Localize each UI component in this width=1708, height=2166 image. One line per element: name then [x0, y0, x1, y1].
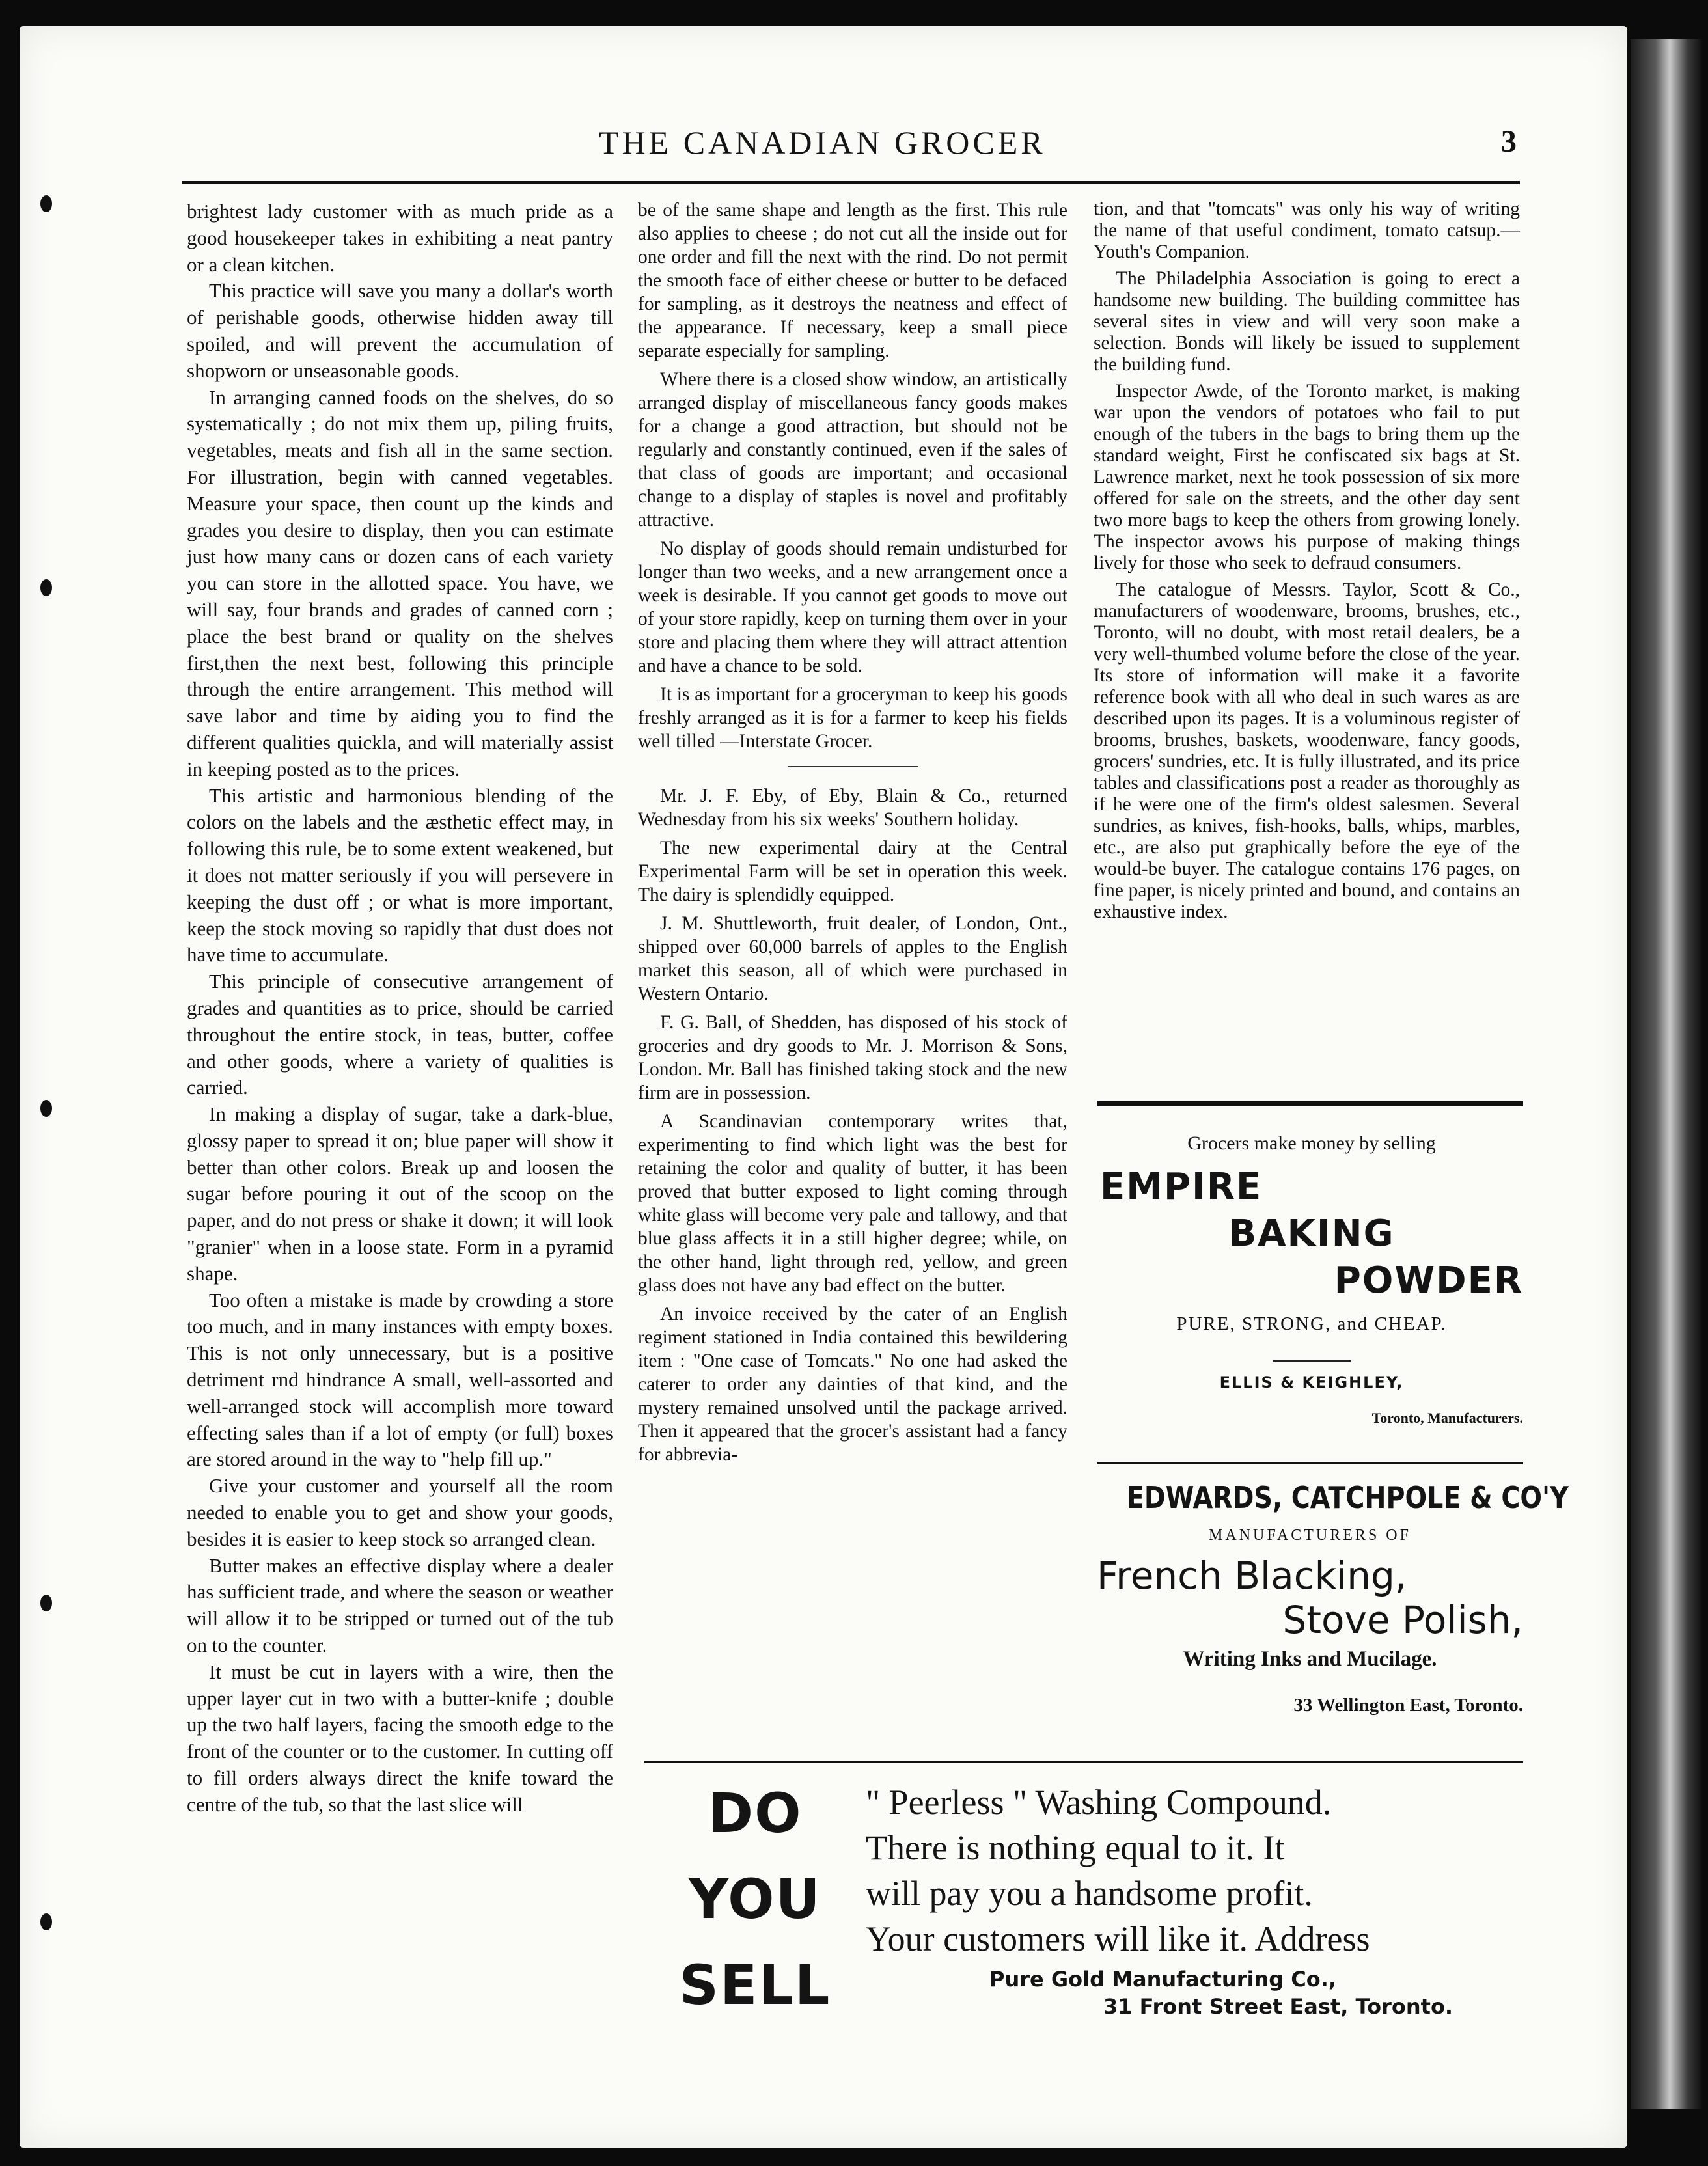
- page-number: 3: [1501, 124, 1517, 159]
- ad-word-sell: SELL: [679, 1953, 831, 2017]
- paragraph: In making a display of sugar, take a dark-blue, glossy paper to spread it on; blue paper will show it better than other colors. Break up and loosen the sugar before pouring it out of the scoop on the paper, and do not press or shake it down; it will look "granier" when in a loose state. Form in a pyramid shape.: [187, 1103, 613, 1285]
- binding-hole: [40, 1913, 52, 1930]
- ad-word-you: YOU: [689, 1867, 821, 1931]
- news-item: Mr. J. F. Eby, of Eby, Blain & Co., returned Wednesday from his six weeks' Southern holiday.: [638, 786, 1068, 830]
- ad-body: [866, 1779, 1517, 1962]
- paragraph: No display of goods should remain undisturbed for longer than two weeks, and a new arrangement once a week is desirable. If you cannot get goods to move out of your store rapidly, keep on turning them over in your store and placing them where they will attract attention and have a chance to be sold.: [638, 538, 1068, 676]
- news-item: The Philadelphia Association is going to erect a handsome new building. The building committee has several sites in view and will very soon make a selection. Bonds will likely be issued to supplement the building fund.: [1094, 268, 1520, 375]
- paragraph: Give your customer and yourself all the room needed to enable you to get and show your goods, besides it is easier to keep stock so arranged clean.: [187, 1474, 613, 1550]
- ad-manufacturers-of: MANUFACTURERS OF: [1209, 1527, 1411, 1544]
- section-divider: [788, 766, 918, 767]
- ad-maker-address: 31 Front Street East, Toronto.: [1103, 1994, 1453, 2019]
- ad-line: Your customers will like it. Address: [866, 1919, 1370, 1958]
- news-item: J. M. Shuttleworth, fruit dealer, of London, Ont., shipped over 60,000 barrels of apples to the English market this season, all of which were purchased in Western Ontario.: [638, 913, 1068, 1004]
- ad-divider-double: [1097, 1101, 1523, 1106]
- binding-hole: [40, 1100, 52, 1117]
- news-item: The catalogue of Messrs. Taylor, Scott & Co., manufacturers of woodenware, brooms, brushes, etc., Toronto, will no doubt, with most retail dealers, be a very well-thumbed volume before the close of the year. Its store of information will make it a favorite reference book with all who deal in such wares as are described upon its pages. It is a voluminous register of brooms, brushes, baskets, woodenware, fancy goods, grocers' sundries, etc. It is fully illustrated, and its price tables and classifications post a reader as thoroughly as if he were one of the firm's oldest salesmen. Several sundries, as knives, fish-hooks, balls, whips, marbles, etc., are also put graphically before the eye of the would-be buyer. The catalogue contains 176 pages, on fine paper, is nicely printed and bound, and contains an exhaustive index.: [1094, 579, 1520, 922]
- news-item: An invoice received by the cater of an English regiment stationed in India contained this bewildering item : "One case of Tomcats." No one had asked the caterer to order any dainties of that kind, and the mystery remained unsolved until the package arrived. Then it appeared that the grocer's assistant had a fancy for abbrevia-: [638, 1304, 1068, 1465]
- ad-product-stove-polish: Stove Polish,: [1282, 1598, 1523, 1642]
- ad-company-name: EDWARDS, CATCHPOLE & CO'Y: [1126, 1480, 1569, 1515]
- paragraph: This practice will save you many a dollar's worth of perishable goods, otherwise hidden away till spoiled, and will prevent the accumulation of shopworn or unseasonable goods.: [187, 279, 613, 382]
- binding-hole: [40, 195, 52, 212]
- paragraph: It must be cut in layers with a wire, then the upper layer cut in two with a butter-knife ; double up the two half layers, facing the smooth edge to the front of the counter or to the customer. In cutting off to fill orders always direct the knife toward the centre of the tub, so that the last slice will: [187, 1660, 613, 1816]
- ad-firm-city: Toronto, Manufacturers.: [1371, 1410, 1523, 1426]
- ad-peerless-washing-compound: [644, 1770, 1523, 2031]
- paragraph: In arranging canned foods on the shelves, do so systematically ; do not mix them up, piling fruits, vegetables, meats and fish all in the same section. For illustration, begin with canned vegetables. Measure your space, then count up the kinds and grades you desire to display, then you can estimate just how many cans or dozen cans of each variety you can store in the allotted space. You have, we will say, four brands and grades of canned corn ; place the best brand or quality on the shelves first,then the next best, following this principle through the entire arrangement. This method will save labor and time by aiding you to find the different qualities quickla, and will materially assist in keeping posted as to the prices.: [187, 385, 613, 780]
- ad-word-do: DO: [708, 1781, 803, 1845]
- column-2: [638, 199, 1068, 1466]
- ad-maker-name: Pure Gold Manufacturing Co.,: [989, 1967, 1337, 1992]
- column-1: [187, 199, 613, 1818]
- news-item: A Scandinavian contemporary writes that, experimenting to find which light was the best for retaining the color and quality of butter, it has been proved that butter exposed to light coming through white glass will become very pale and tallowy, and that blue glass affects it in a still higher degree; while, on the other hand, light through red, yellow, and green glass does not have any bad effect on the butter.: [638, 1111, 1068, 1296]
- ad-line: will pay you a handsome profit.: [866, 1874, 1313, 1913]
- ad-line: There is nothing equal to it. It: [866, 1828, 1285, 1867]
- ad-short-rule: [1273, 1360, 1351, 1362]
- ad-intro: Grocers make money by selling: [1187, 1132, 1436, 1154]
- ad-headline-baking: BAKING: [1228, 1213, 1395, 1255]
- paragraph: This principle of consecutive arrangement of grades and quantities as to price, should be carried throughout the entire stock, in teas, butter, coffee and other goods, where a variety of qualities is carried.: [187, 970, 613, 1099]
- ad-product-inks: Writing Inks and Mucilage.: [1183, 1647, 1437, 1671]
- ad-tagline: PURE, STRONG, and CHEAP.: [1176, 1313, 1447, 1334]
- paragraph: Too often a mistake is made by crowding a store too much, and in many instances with empty boxes. This is not only unnecessary, but is a positive detriment rnd hindrance A small, well-assorted and well-arranged stock will accomplish more toward effecting sales than if a lot of empty (or full) boxes are stored around in the way to "help fill up.": [187, 1288, 613, 1471]
- ad-do-you-sell: [657, 1770, 853, 2028]
- ad-address: 33 Wellington East, Toronto.: [1293, 1695, 1523, 1716]
- news-item: F. G. Ball, of Shedden, has disposed of his stock of groceries and dry goods to Mr. J. Morrison & Sons, London. Mr. Ball has finished taking stock and the new firm are in possession.: [638, 1012, 1068, 1103]
- book-binding: [1631, 39, 1702, 2109]
- paragraph: brightest lady customer with as much pride as a good housekeeper takes in exhibiting a neat pantry or a clean kitchen.: [187, 200, 613, 276]
- paragraph: Where there is a closed show window, an artistically arranged display of miscellaneous fancy goods makes for a change a good attraction, but should not be regularly and constantly continued, even if the sales of that class of goods are important; and occasional change to a display of staples is novel and profitably attractive.: [638, 369, 1068, 530]
- paragraph: Butter makes an effective display where a dealer has sufficient trade, and where the season or weather will allow it to be stripped or turned out of the tub on to the counter.: [187, 1554, 613, 1657]
- ad-line: " Peerless " Washing Compound.: [866, 1783, 1332, 1822]
- column-3: [1094, 199, 1520, 923]
- paragraph: This artistic and harmonious blending of the colors on the labels and the æsthetic effect may, in following this rule, be to some extent weakened, but it does not matter seriously if you will persevere in keeping the dust off ; or what is more important, keep the stock moving so rapidly that dust does not have time to accumulate.: [187, 784, 613, 966]
- binding-hole: [40, 579, 52, 596]
- ad-edwards-catchpole: [1097, 1471, 1569, 1744]
- ad-firm-name: ELLIS & KEIGHLEY,: [1219, 1373, 1404, 1391]
- news-item: Inspector Awde, of the Toronto market, is making war upon the vendors of potatoes who fail to put enough of the tubers in the bags to bring them up the standard weight, First he confiscated six bags at St. Lawrence market, next he took possession of six more offered for sale on the streets, and the other day sent two more bags to keep the others from growing lonely. The inspector avows his purpose of making things lively for those who seek to defraud consumers.: [1094, 381, 1520, 573]
- binding-holes: [40, 195, 53, 2083]
- ad-divider: [1097, 1462, 1523, 1464]
- publication-title: THE CANADIAN GROCER: [599, 124, 1046, 161]
- ad-headline-powder: POWDER: [1334, 1259, 1523, 1302]
- page-header: [182, 124, 1517, 176]
- paragraph: It is as important for a groceryman to keep his goods freshly arranged as it is for a farmer to keep his fields well tilled —Interstate Grocer.: [638, 684, 1068, 752]
- paragraph: be of the same shape and length as the first. This rule also applies to cheese ; do not cut all the inside out for one order and fill the next with the rind. Do not permit the smooth face of either cheese or butter to be defaced for sampling, as it destroys the neatness and effect of the appearance. If necessary, keep a small piece separate especially for sampling.: [638, 200, 1068, 361]
- news-item: The new experimental dairy at the Central Experimental Farm will be set in operation this week. The dairy is splendidly equipped.: [638, 838, 1068, 905]
- binding-hole: [40, 1595, 52, 1611]
- news-item: tion, and that "tomcats" was only his way of writing the name of that useful condiment, tomato catsup.—Youth's Companion.: [1094, 199, 1520, 262]
- ad-headline-empire: EMPIRE: [1100, 1166, 1263, 1208]
- ad-divider-wide: [644, 1761, 1523, 1763]
- ad-maker: [989, 1966, 1453, 2020]
- ad-product-blacking: French Blacking,: [1097, 1554, 1407, 1598]
- ad-empire-baking-powder: [1100, 1106, 1523, 1471]
- header-rule: [182, 181, 1520, 184]
